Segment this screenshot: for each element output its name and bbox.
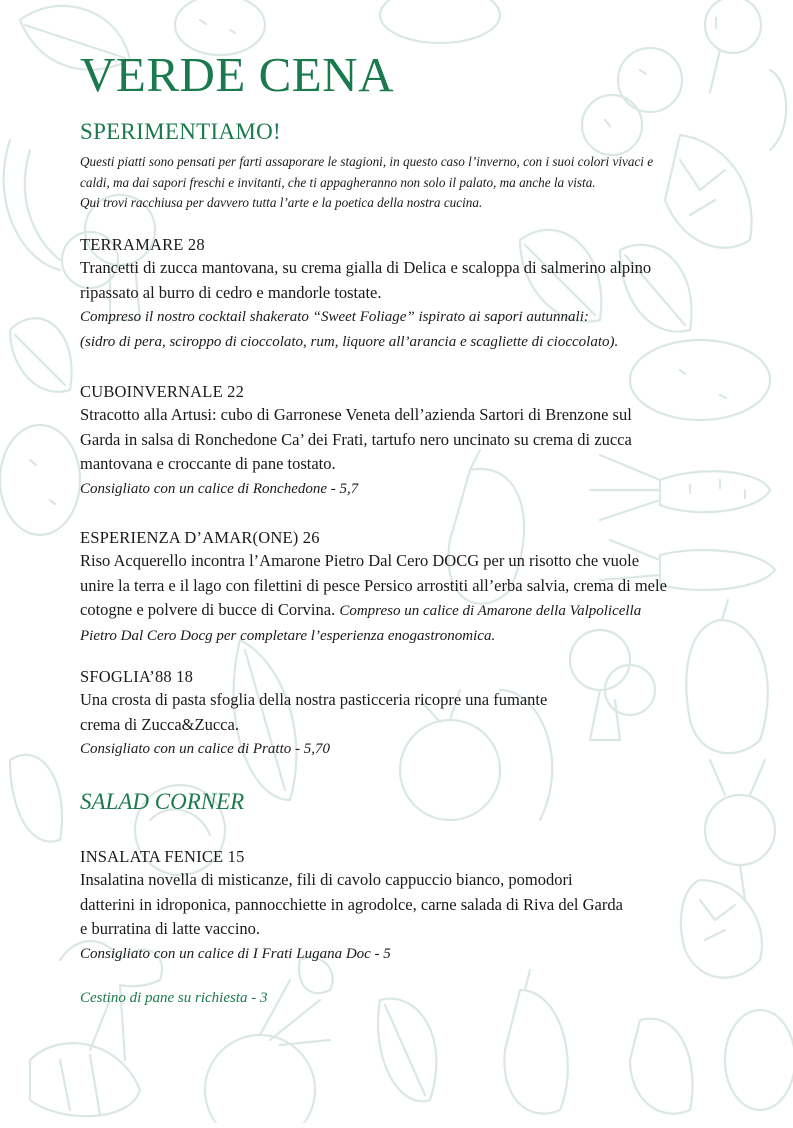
dish-description-line: Riso Acquerello incontra l’Amarone Pietro Dal Cero DOCG per un risotto che vuole bbox=[80, 551, 640, 570]
dish-description-line: e burratina di latte vaccino. bbox=[80, 919, 261, 938]
section-heading-salad-corner: SALAD CORNER bbox=[80, 789, 245, 814]
dish-description-line: datterini in idroponica, pannocchiette in agrodolce, carne salada di Riva del Garda bbox=[80, 894, 623, 914]
dish-pairing-note: (sidro di pera, sciroppo di cioccolato, rum, liquore all’arancia e scagliette di cioccolato). bbox=[80, 333, 619, 350]
dish-description-line: Stracotto alla Artusi: cubo di Garronese Veneta dell’azienda Sartori di Brenzone sul bbox=[80, 405, 632, 424]
dish-cuboinvernale bbox=[80, 381, 720, 501]
dish-description-line: Una crosta di pasta sfoglia della nostra pasticceria ricopre una fumante bbox=[80, 690, 548, 709]
dish-description-line: crema di Zucca&Zucca. bbox=[80, 714, 239, 734]
dish-esperienza-damarone bbox=[80, 527, 720, 648]
dish-name: INSALATA FENICE 15 bbox=[80, 847, 245, 866]
dish-description-line: Insalatina novella di misticanze, fili di cavolo cappuccio bianco, pomodori bbox=[80, 870, 573, 889]
dish-description-line: ripassato al burro di cedro e mandorle tostate. bbox=[80, 282, 382, 302]
dish-pairing-note: Consigliato con un calice di I Frati Lugana Doc - 5 bbox=[80, 945, 391, 962]
dish-description-line: Trancetti di zucca mantovana, su crema gialla di Delica e scaloppa di salmerino alpino bbox=[80, 258, 652, 277]
dish-description-line: Garda in salsa di Ronchedone Ca’ dei Frati, tartufo nero uncinato su crema di zucca bbox=[80, 429, 632, 449]
intro-line: Questi piatti sono pensati per farti assaporare le stagioni, in questo caso l’inverno, con i suoi colori vivaci e bbox=[80, 154, 654, 169]
dish-pairing-note: Pietro Dal Cero Docg per completare l’esperienza enogastronomica. bbox=[80, 627, 496, 644]
dish-name: CUBOINVERNALE 22 bbox=[80, 382, 245, 401]
intro-line: caldi, ma dai sapori freschi e invitanti, che ti appagheranno non solo il palato, ma anche la vista. bbox=[80, 174, 596, 190]
dish-name: ESPERIENZA D’AMAR(ONE) 26 bbox=[80, 528, 320, 547]
dish-description-fragment: cotogne e polvere di bucce di Corvina. bbox=[80, 600, 340, 619]
dish-description-line: unire la terra e il lago con filettini di pesce Persico arrostiti all’erba salvia, crema di mele bbox=[80, 575, 667, 595]
dish-insalata-fenice bbox=[80, 846, 720, 966]
dish-terramare bbox=[80, 234, 720, 354]
section-heading-sperimentiamo: SPERIMENTIAMO! bbox=[80, 119, 281, 144]
dish-description-line: mantovana e croccante di pane tostato. bbox=[80, 454, 336, 473]
menu-title: VERDE CENA bbox=[80, 47, 394, 102]
dish-name: SFOGLIA’88 18 bbox=[80, 667, 194, 686]
dish-sfoglia88 bbox=[80, 666, 720, 762]
dish-description-line-mixed bbox=[80, 598, 720, 624]
dish-pairing-fragment: Compreso un calice di Amarone della Valpolicella bbox=[339, 603, 642, 619]
intro-line: Qui trovi racchiusa per davvero tutta l’arte e la poetica della nostra cucina. bbox=[80, 195, 483, 210]
bread-basket-note: Cestino di pane su richiesta - 3 bbox=[80, 990, 268, 1006]
intro-text bbox=[80, 152, 720, 214]
dish-pairing-note: Consigliato con un calice di Pratto - 5,70 bbox=[80, 741, 330, 757]
dish-name: TERRAMARE 28 bbox=[80, 235, 205, 254]
dish-pairing-note: Consigliato con un calice di Ronchedone - 5,7 bbox=[80, 480, 359, 497]
dish-pairing-note: Compreso il nostro cocktail shakerato “Sweet Foliage” ispirato ai sapori autunnali: bbox=[80, 309, 589, 325]
